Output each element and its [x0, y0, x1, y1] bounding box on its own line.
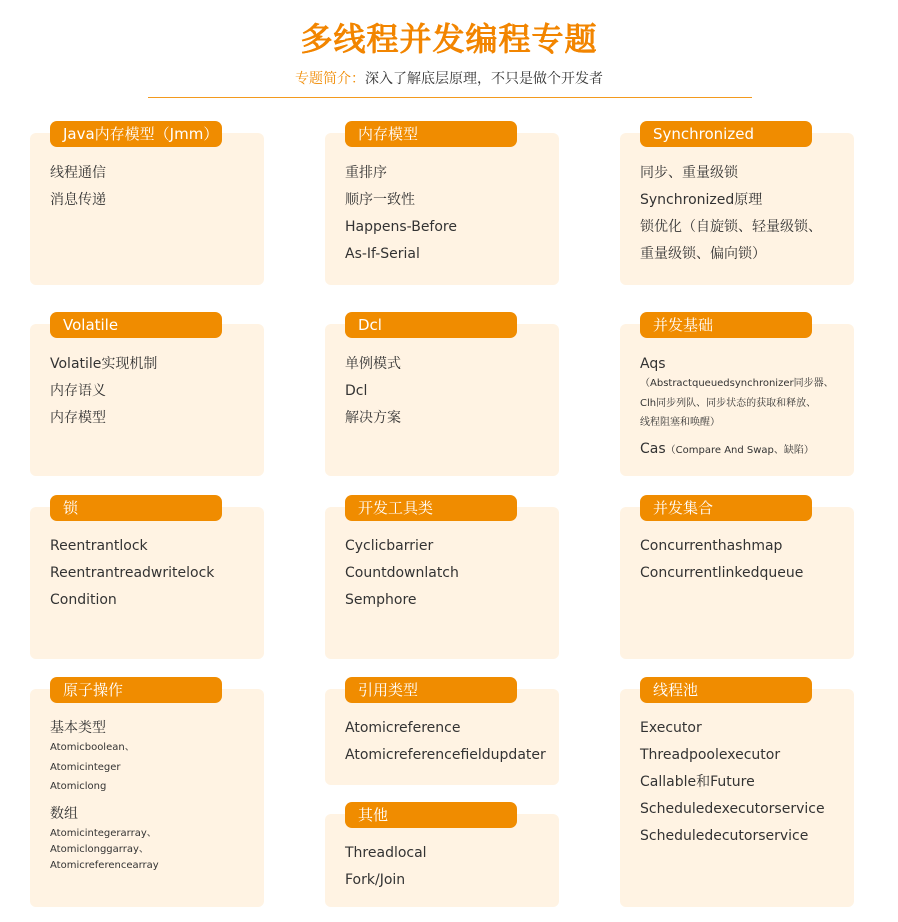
tag-atomic-ops: 原子操作: [50, 677, 222, 703]
card-dev-tools-item-3: Semphore: [345, 592, 417, 608]
tag-jmm: Java内存模型（Jmm）: [50, 121, 222, 147]
card-volatile-item-1: Volatile实现机制: [50, 356, 158, 372]
card-reference-types: [325, 689, 559, 785]
card-synchronized-item-3: 锁优化（自旋锁、轻量级锁、: [640, 219, 822, 235]
page-title: 多线程并发编程专题: [0, 14, 898, 60]
card-atomic-ops-item-1: 基本类型: [50, 720, 106, 736]
tag-memory-model: 内存模型: [345, 121, 517, 147]
card-volatile: [30, 324, 264, 476]
card-atomic-ops-note-6: Atomicreferencearray: [50, 860, 159, 871]
card-concurrency-base-item-2: [640, 440, 814, 460]
card-volatile-item-3: 内存模型: [50, 410, 106, 426]
tag-reference-types: 引用类型: [345, 677, 517, 703]
subtitle-text: 深入了解底层原理，不只是做个开发者: [365, 71, 603, 87]
card-atomic-ops-note-2: Atomicinteger: [50, 762, 121, 773]
card-memory-model-item-1: 重排序: [345, 165, 387, 181]
card-concurrent-collections-item-2: Concurrentlinkedqueue: [640, 565, 804, 581]
cas-label: Cas: [640, 441, 666, 457]
header-divider: [148, 97, 752, 98]
subtitle-lead: 专题简介：: [295, 71, 365, 87]
card-reference-types-item-2: Atomicreferencefieldupdater: [345, 747, 546, 763]
page-subtitle: [0, 68, 898, 88]
tag-dev-tools: 开发工具类: [345, 495, 517, 521]
card-volatile-item-2: 内存语义: [50, 383, 106, 399]
card-dcl-item-1: 单例模式: [345, 356, 401, 372]
card-dcl: [325, 324, 559, 476]
tag-others: 其他: [345, 802, 517, 828]
card-concurrent-collections-item-1: Concurrenthashmap: [640, 538, 783, 554]
card-concurrency-base-note-2: Clh同步列队、同步状态的获取和释放、: [640, 398, 817, 409]
card-synchronized-item-4: 重量级锁、偏向锁）: [640, 246, 766, 262]
card-memory-model-item-4: As-If-Serial: [345, 246, 420, 262]
tag-concurrent-collections: 并发集合: [640, 495, 812, 521]
card-atomic-ops-note-1: Atomicboolean、: [50, 742, 135, 753]
card-concurrency-base-note-3: 线程阻塞和唤醒）: [640, 417, 720, 428]
card-dcl-item-3: 解决方案: [345, 410, 401, 426]
card-thread-pool-item-4: Scheduledexecutorservice: [640, 801, 825, 817]
card-lock-item-2: Reentrantreadwritelock: [50, 565, 215, 581]
tag-dcl: Dcl: [345, 312, 517, 338]
card-dev-tools: [325, 507, 559, 659]
card-concurrency-base-item-1: Aqs: [640, 356, 666, 372]
card-atomic-ops-note-5: Atomiclonggarray、: [50, 844, 149, 855]
card-synchronized-item-2: Synchronized原理: [640, 192, 763, 208]
card-lock: [30, 507, 264, 659]
card-reference-types-item-1: Atomicreference: [345, 720, 461, 736]
card-jmm-item-2: 消息传递: [50, 192, 106, 208]
card-lock-item-1: Reentrantlock: [50, 538, 148, 554]
card-concurrency-base-note-1: （Abstractqueuedsynchronizer同步器、: [640, 378, 834, 389]
tag-thread-pool: 线程池: [640, 677, 812, 703]
card-atomic-ops-item-2: 数组: [50, 806, 78, 822]
tag-lock: 锁: [50, 495, 222, 521]
card-memory-model-item-3: Happens-Before: [345, 219, 457, 235]
card-jmm-item-1: 线程通信: [50, 165, 106, 181]
card-dcl-item-2: Dcl: [345, 383, 368, 399]
tag-synchronized: Synchronized: [640, 121, 812, 147]
card-dev-tools-item-1: Cyclicbarrier: [345, 538, 434, 554]
card-thread-pool-item-3: Callable和Future: [640, 774, 755, 790]
cas-note: （Compare And Swap、缺陷）: [665, 445, 814, 456]
card-others-item-1: Threadlocal: [345, 845, 427, 861]
card-lock-item-3: Condition: [50, 592, 117, 608]
card-atomic-ops-note-3: Atomiclong: [50, 781, 107, 792]
card-thread-pool-item-1: Executor: [640, 720, 702, 736]
card-thread-pool-item-2: Threadpoolexecutor: [640, 747, 781, 763]
card-others-item-2: Fork/Join: [345, 872, 406, 888]
card-dev-tools-item-2: Countdownlatch: [345, 565, 459, 581]
tag-volatile: Volatile: [50, 312, 222, 338]
tag-concurrency-base: 并发基础: [640, 312, 812, 338]
card-atomic-ops-note-4: Atomicintegerarray、: [50, 828, 157, 839]
card-concurrent-collections: [620, 507, 854, 659]
card-thread-pool-item-5: Scheduledecutorservice: [640, 828, 809, 844]
card-memory-model-item-2: 顺序一致性: [345, 192, 415, 208]
card-synchronized-item-1: 同步、重量级锁: [640, 165, 738, 181]
card-jmm: [30, 133, 264, 285]
